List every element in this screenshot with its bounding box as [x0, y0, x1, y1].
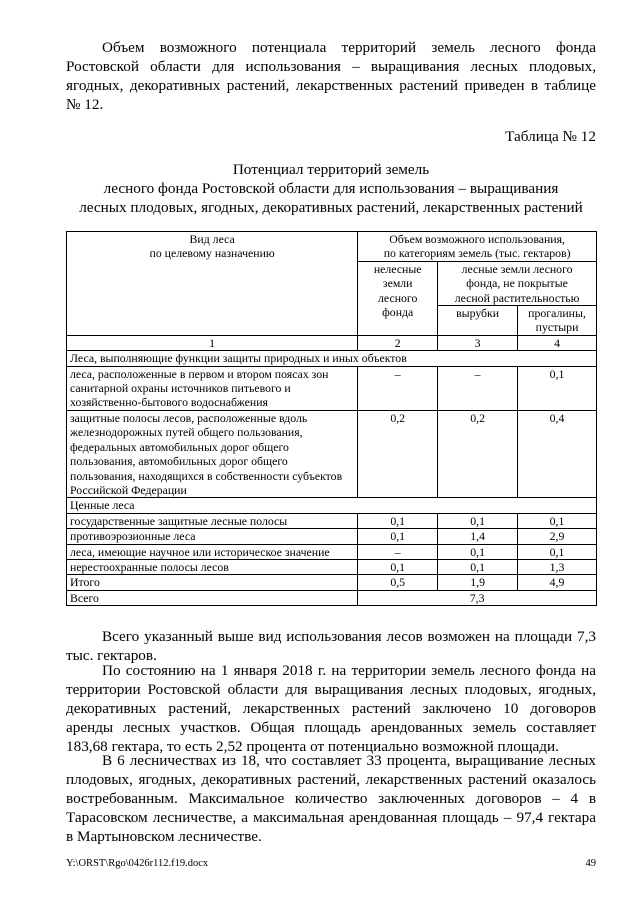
- column-number: 4: [518, 335, 597, 350]
- table-row: [67, 410, 597, 497]
- table-row: [67, 366, 597, 410]
- row-name: защитные полосы лесов, расположенные вдоль железнодорожных путей общего пользования, федеральных автомобильных дорог общего пользования, автомобильных дорог общего пользования, находящихся в собственности субъектов Российской Федерации: [67, 410, 358, 497]
- cell-glades: 1,3: [518, 559, 597, 574]
- cell-clearings: 1,9: [438, 575, 518, 590]
- subtotal-row: [67, 575, 597, 590]
- footer-file-path: Y:\ORST\Rgo\0426r112.f19.docx: [66, 858, 209, 869]
- header-glades: прогалины, пустыри: [518, 306, 597, 336]
- cell-glades: 0,1: [518, 544, 597, 559]
- header-uncovered-lands: лесные земли лесного фонда, не покрытые лесной растительностью: [438, 261, 597, 305]
- row-name: Всего: [67, 590, 358, 605]
- table-title-line: лесных плодовых, ягодных, декоративных растений, лекарственных растений: [79, 199, 583, 216]
- cell-clearings: 0,1: [438, 559, 518, 574]
- table-number-label: Таблица № 12: [505, 128, 596, 145]
- row-name: леса, имеющие научное или историческое значение: [67, 544, 358, 559]
- table-title-line: лесного фонда Ростовской области для использования – выращивания: [103, 180, 559, 197]
- section-title: Ценные леса: [67, 498, 597, 513]
- grand-total-row: [67, 590, 597, 605]
- table-row: [67, 529, 597, 544]
- cell-clearings: 0,1: [438, 544, 518, 559]
- cell-non-forest: –: [358, 366, 438, 410]
- table-row: [67, 559, 597, 574]
- section-row: [67, 351, 597, 366]
- cell-non-forest: 0,5: [358, 575, 438, 590]
- cell-clearings: 0,1: [438, 513, 518, 528]
- summary-paragraph: Всего указанный выше вид использования лесов возможен на площади 7,3 тыс. гектаров.: [66, 628, 596, 664]
- cell-non-forest: –: [358, 544, 438, 559]
- row-name: леса, расположенные в первом и втором поясах зон санитарной охраны источников питьевого и хозяйственно-бытового водоснабжения: [67, 366, 358, 410]
- intro-paragraph: Объем возможного потенциала территорий земель лесного фонда Ростовской области для использования – выращивания лесных плодовых, ягодных, декоративных растений, лекарственных растений приведен в таблице № 12.: [66, 39, 596, 113]
- cell-clearings: –: [438, 366, 518, 410]
- cell-glades: 4,9: [518, 575, 597, 590]
- column-number: 1: [67, 335, 358, 350]
- column-number: 2: [358, 335, 438, 350]
- cell-glades: 2,9: [518, 529, 597, 544]
- cell-glades: 0,1: [518, 366, 597, 410]
- grand-total-value: 7,3: [358, 590, 597, 605]
- section-title: Леса, выполняющие функции защиты природных и иных объектов: [67, 351, 597, 366]
- lease-paragraph: По состоянию на 1 января 2018 г. на территории земель лесного фонда на территории Ростовской области для выращивания лесных плодовых, ягодных, декоративных растений, лекарственных растений заключено 10 договоров аренды лесных участков. Общая площадь арендованных земель составляет 183,68 гектара, то есть 2,52 процента от потенциально возможной площади.: [66, 662, 596, 755]
- column-numbers-row: [67, 335, 597, 350]
- row-name: нерестоохранные полосы лесов: [67, 559, 358, 574]
- cell-glades: 0,1: [518, 513, 597, 528]
- table-title: [66, 160, 596, 217]
- header-non-forest-lands: нелесные земли лесного фонда: [358, 261, 438, 335]
- cell-clearings: 1,4: [438, 529, 518, 544]
- cell-non-forest: 0,1: [358, 513, 438, 528]
- row-name: Итого: [67, 575, 358, 590]
- section-row: [67, 498, 597, 513]
- header-forest-type: Вид леса по целевому назначению: [67, 232, 358, 336]
- header-volume-group: Объем возможного использования, по категориям земель (тыс. гектаров): [358, 232, 597, 262]
- table-row: [67, 513, 597, 528]
- table-title-line: Потенциал территорий земель: [232, 161, 430, 178]
- column-number: 3: [438, 335, 518, 350]
- cell-clearings: 0,2: [438, 410, 518, 497]
- row-name: противоэрозионные леса: [67, 529, 358, 544]
- row-name: государственные защитные лесные полосы: [67, 513, 358, 528]
- header-clearings: вырубки: [438, 306, 518, 336]
- page-number: 49: [585, 858, 596, 869]
- potential-table: [66, 231, 597, 606]
- demand-paragraph: В 6 лесничествах из 18, что составляет 33 процента, выращивание лесных плодовых, ягодных, декоративных растений, лекарственных растений оказалось востребованным. Максимальное количество заключенных договоров – 4 в Тарасовском лесничестве, а максимальная арендованная площадь – 97,4 гектара в Мартыновском лесничестве.: [66, 752, 596, 845]
- cell-non-forest: 0,1: [358, 559, 438, 574]
- cell-non-forest: 0,1: [358, 529, 438, 544]
- cell-non-forest: 0,2: [358, 410, 438, 497]
- table-row: [67, 544, 597, 559]
- cell-glades: 0,4: [518, 410, 597, 497]
